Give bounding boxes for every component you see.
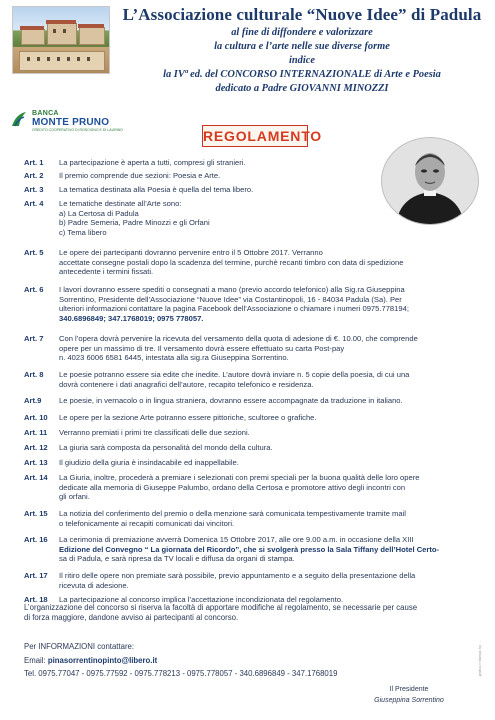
- town-photo: [12, 6, 110, 74]
- print-credit: grafica e stampa: tip. ...: [478, 640, 482, 677]
- article-label: Art. 7: [24, 334, 44, 343]
- article-line: Le tematiche destinate all’Arte sono:: [59, 199, 182, 208]
- article-line: n. 4023 6006 6581 6445, intestata alla sig.ra Giuseppina Sorrentino.: [59, 353, 289, 363]
- bank-name-line1: BANCA: [32, 110, 59, 117]
- article-label: Art. 10: [24, 413, 48, 422]
- article-line: I lavori dovranno essere spediti o consegnati a mano (previo accordo telefonico) alla Sig.ra Giuseppina: [59, 285, 405, 294]
- article-line: antecedente i termini fissati.: [59, 267, 154, 277]
- article-line: ulteriori informazioni contattare la pagina Facebook dell’Associazione o chiamare i numeri 0975.778194;: [59, 304, 409, 314]
- bank-name-line2: MONTE PRUNO: [32, 117, 110, 128]
- signature-role: Il Presidente: [389, 686, 429, 693]
- article-line: La partecipazione è aperta a tutti, compresi gli stranieri.: [59, 158, 246, 167]
- article-label: Art. 14: [24, 473, 48, 482]
- article-line: gli orfani.: [59, 492, 90, 502]
- article-label: Art. 13: [24, 458, 48, 467]
- article-label: Art. 3: [24, 185, 44, 194]
- article-label: Art. 6: [24, 285, 44, 294]
- subtitle-line: al fine di diffondere e valorizzare: [231, 27, 373, 38]
- article-line: ricevuta di adesione.: [59, 580, 129, 590]
- subtitle-line: la cultura e l’arte nelle sue diverse forme: [214, 41, 390, 52]
- article-label: Art. 5: [24, 248, 44, 257]
- email-line: [24, 656, 484, 666]
- article-line: sa di Padula, e sarà ripresa da TV locali e diffusa da organi di stampa.: [59, 554, 295, 564]
- article-label: Art. 15: [24, 509, 48, 518]
- article-label: Art. 2: [24, 171, 44, 180]
- article-line: La giuria sarà composta da personalità del mondo della cultura.: [59, 443, 273, 452]
- email-label: Email:: [24, 656, 48, 665]
- subtitle-line: indice: [289, 55, 315, 66]
- signature-name: Giuseppina Sorrentino: [374, 697, 444, 704]
- article-line: Il premio comprende due sezioni: Poesia e Arte.: [59, 171, 221, 180]
- article-line: b) Padre Semeria, Padre Minozzi e gli Orfani: [59, 218, 210, 228]
- article-line: Il ritiro delle opere non premiate sarà possibile, previo appuntamento e a seguito della presentazione della: [59, 571, 416, 580]
- article-line: dovrà contenere i dati anagrafici dell’autore, recapito telefonico e residenza.: [59, 379, 314, 389]
- article-line: La Giuria, inoltre, procederà a premiare i selezionati con premi speciali per la buona qualità delle loro opere: [59, 473, 420, 482]
- article-line: Le opere dei partecipanti dovranno pervenire entro il 5 Ottobre 2017. Verranno: [59, 248, 323, 257]
- article-line: Sorrentino, Presidente dell’Associazione “Nuove Idee” via Costantinopoli, 16 - 84034 Padula (Sa). Per: [59, 294, 402, 304]
- closing-note: [24, 603, 484, 623]
- article-line: Il giudizio della giuria è insindacabile ed inappellabile.: [59, 458, 239, 467]
- closing-line: L’organizzazione del concorso si riserva la facoltà di apportare modifiche al regolamento, se necessarie per cause: [24, 603, 418, 612]
- bank-tagline: CREDITO COOPERATIVO DI ROSCIGNO E DI LAURINO: [32, 128, 123, 132]
- info-heading: Per INFORMAZIONI contattare:: [24, 642, 135, 651]
- email-link[interactable]: pinasorrentinopinto@libero.it: [47, 656, 158, 665]
- article-label: Art. 11: [24, 428, 48, 437]
- article-line: Verranno premiati i primi tre classificati delle due sezioni.: [59, 428, 250, 437]
- closing-line: di forza maggiore, dandone avviso ai partecipanti al concorso.: [24, 613, 239, 622]
- article-label: Art. 8: [24, 370, 44, 379]
- article-label: Art. 17: [24, 571, 48, 580]
- article-line: dedicate alla memoria di Giuseppe Palumbo, ordano della Certosa e promotore attivo degli incontri con: [59, 482, 406, 492]
- article-label: Art. 12: [24, 443, 48, 452]
- article-line: opere per un massimo di tre. Il versamento dovrà essere effettuato su carta Post-pay: [59, 343, 345, 353]
- article-line: La cerimonia di premiazione avverrà Domenica 15 Ottobre 2017, alle ore 9.00 a.m. in occasione della XIII: [59, 535, 414, 544]
- article-label: Art. 18: [24, 595, 48, 604]
- subtitle-line: la IVª ed. del CONCORSO INTERNAZIONALE di Arte e Poesia: [163, 69, 441, 80]
- article-label: Art.9: [24, 396, 42, 405]
- article-line: Le poesie potranno essere sia edite che inedite. L’autore dovrà inviare n. 5 copie della poesia, di cui una: [59, 370, 410, 379]
- bank-logo: [10, 110, 123, 134]
- phones-line: Tel. 0975.77047 - 0975.77592 - 0975.778213 - 0975.778057 - 340.6896849 - 347.1768019: [24, 669, 338, 678]
- poster-title: L’Associazione culturale “Nuove Idee” di Padula: [122, 5, 482, 24]
- article-line: accettate consegne postali dopo la scadenza del termine, purchè recanti timbro con data di spedizione: [59, 257, 404, 267]
- article-line: a) La Certosa di Padula: [59, 208, 139, 218]
- article-line: o telefonicamente ai recapiti comunicati dai vincitori.: [59, 518, 235, 528]
- article-line: La notizia del conferimento del premio o della menzione sarà comunicata tempestivamente tramite mail: [59, 509, 406, 518]
- article-line: Con l’opera dovrà pervenire la ricevuta del versamento della quota di adesione di €. 10.00, che comprende: [59, 334, 418, 343]
- bank-mark-icon: [10, 110, 28, 128]
- article-line: c) Tema libero: [59, 227, 107, 237]
- article-line: Edizione del Convegno “ La giornata del Ricordo”, che si svolgerà presso la Sala Tiffany dell’Hotel Certo-: [59, 544, 440, 554]
- article-label: Art. 4: [24, 199, 44, 208]
- article-line: La tematica destinata alla Poesia è quella del tema libero.: [59, 185, 254, 194]
- article-label: Art. 1: [24, 158, 44, 167]
- article-line: Le poesie, in vernacolo o in lingua straniera, dovranno essere accompagnate da traduzione in italiano.: [59, 396, 403, 405]
- article-line: 340.6896849; 347.1768019; 0975 778057.: [59, 313, 204, 323]
- subtitle-line: dedicato a Padre GIOVANNI MINOZZI: [215, 83, 389, 94]
- article-label: Art. 16: [24, 535, 48, 544]
- article-line: La partecipazione al concorso implica l’accettazione incondizionata del regolamento.: [59, 595, 344, 604]
- article-line: Le opere per la sezione Arte potranno essere pittoriche, scultoree o grafiche.: [59, 413, 317, 422]
- regolamento-banner: REGOLAMENTO: [202, 125, 308, 147]
